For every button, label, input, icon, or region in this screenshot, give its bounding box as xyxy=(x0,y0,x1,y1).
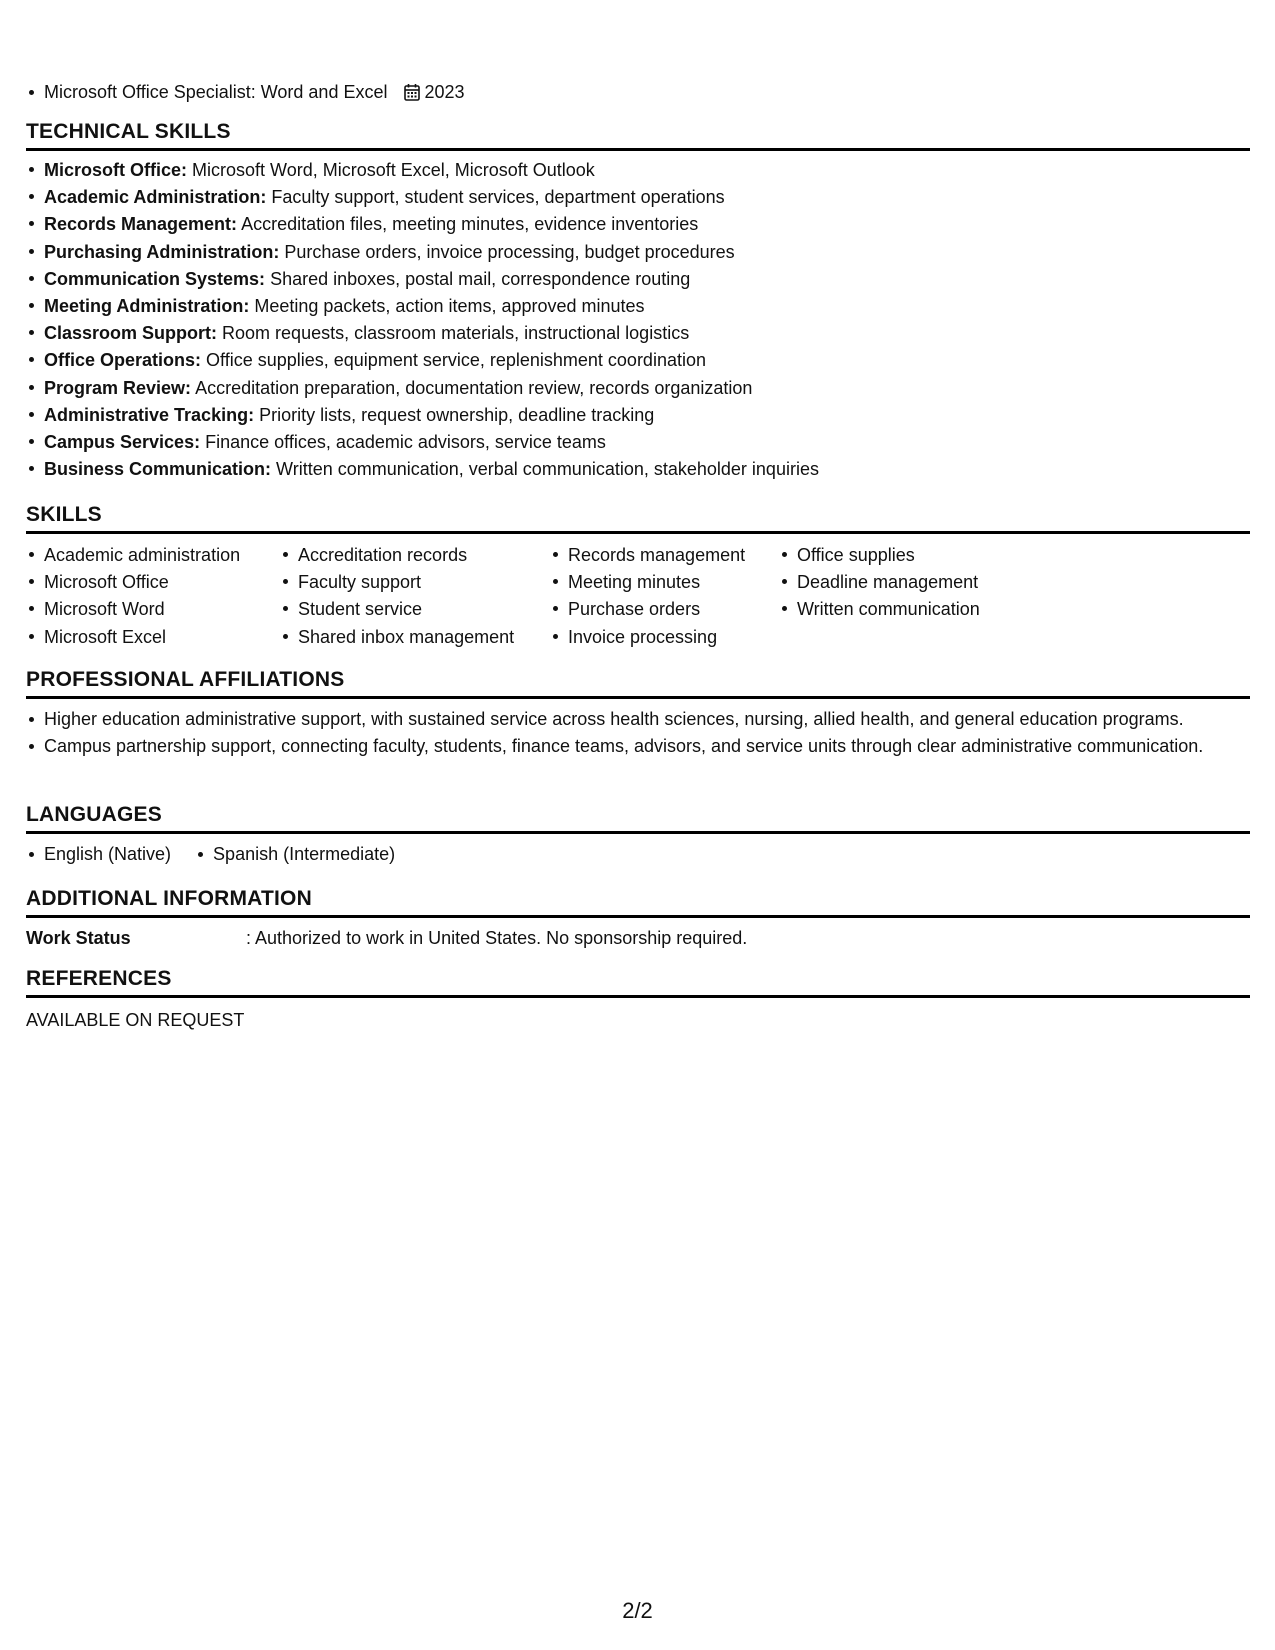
skill-detail: Meeting packets, action items, approved minutes xyxy=(254,296,645,317)
section-heading-references: REFERENCES xyxy=(26,967,1250,998)
list-item: Academic administration xyxy=(26,542,256,569)
skill-category: Administrative Tracking: xyxy=(44,404,255,425)
skill-detail: Written communication, verbal communication, stakeholder inquiries xyxy=(276,459,819,480)
section-heading-additional-info: ADDITIONAL INFORMATION xyxy=(26,887,1250,918)
list-item xyxy=(26,429,1250,456)
skills-column xyxy=(550,542,755,651)
calendar-icon xyxy=(404,83,420,107)
list-item xyxy=(26,184,1250,211)
list-item xyxy=(26,211,1250,238)
skill-detail: Finance offices, academic advisors, service teams xyxy=(205,432,606,453)
skill-category: Program Review: xyxy=(44,377,192,398)
references-section xyxy=(26,967,1250,1032)
skill-detail: Priority lists, request ownership, deadline tracking xyxy=(259,404,655,425)
skill-category: Classroom Support: xyxy=(44,323,218,344)
list-item: Purchase orders xyxy=(550,596,755,623)
technical-skills-section xyxy=(26,120,1250,483)
work-status-row xyxy=(26,926,1250,950)
list-item xyxy=(26,157,1250,184)
languages-list xyxy=(26,842,1250,866)
skill-detail: Faculty support, student services, department operations xyxy=(271,187,725,208)
skill-detail: Accreditation files, meeting minutes, evidence inventories xyxy=(241,214,699,235)
additional-info-section xyxy=(26,887,1250,950)
skill-detail: Accreditation preparation, documentation review, records organization xyxy=(195,377,753,398)
affiliations-section xyxy=(26,668,1250,761)
list-item: Spanish (Intermediate) xyxy=(195,842,395,866)
list-item xyxy=(26,402,1250,429)
list-item: Campus partnership support, connecting faculty, students, finance teams, advisors, and service units through clear administrative communication. xyxy=(26,734,1250,758)
skills-grid xyxy=(26,542,1250,651)
list-item: Microsoft Word xyxy=(26,596,256,623)
skill-category: Office Operations: xyxy=(44,350,202,371)
skill-category: Business Communication: xyxy=(44,459,272,480)
skills-section xyxy=(26,503,1250,651)
certification-list xyxy=(26,80,465,107)
list-item xyxy=(26,456,1250,483)
list-item xyxy=(26,347,1250,374)
skill-category: Communication Systems: xyxy=(44,268,266,289)
technical-skills-list xyxy=(26,157,1250,483)
skills-column xyxy=(280,542,526,651)
skills-column xyxy=(26,542,256,651)
list-item: Deadline management xyxy=(779,569,1019,596)
languages-section xyxy=(26,803,1250,866)
skill-detail: Purchase orders, invoice processing, budget procedures xyxy=(284,241,735,262)
section-heading-skills: SKILLS xyxy=(26,503,1250,534)
skill-category: Purchasing Administration: xyxy=(44,241,280,262)
skill-category: Records Management: xyxy=(44,214,238,235)
certification-name: Microsoft Office Specialist: Word and Excel xyxy=(44,82,388,102)
skill-category: Meeting Administration: xyxy=(44,296,250,317)
list-item xyxy=(26,293,1250,320)
certification-year: 2023 xyxy=(424,82,465,102)
skill-detail: Room requests, classroom materials, instructional logistics xyxy=(222,323,690,344)
list-item: Invoice processing xyxy=(550,624,755,651)
list-item: Higher education administrative support, with sustained service across health sciences, nursing, allied health, and general education programs. xyxy=(26,707,1250,731)
list-item: Office supplies xyxy=(779,542,1019,569)
list-item xyxy=(26,320,1250,347)
list-item: English (Native) xyxy=(26,842,171,866)
section-heading-affiliations: PROFESSIONAL AFFILIATIONS xyxy=(26,668,1250,699)
references-text: AVAILABLE ON REQUEST xyxy=(26,1010,245,1030)
list-item: Student service xyxy=(280,596,526,623)
list-item: Meeting minutes xyxy=(550,569,755,596)
skill-category: Campus Services: xyxy=(44,432,201,453)
list-item: Records management xyxy=(550,542,755,569)
list-item: Faculty support xyxy=(280,569,526,596)
page-number: 2/2 xyxy=(622,1598,653,1623)
list-item xyxy=(26,266,1250,293)
section-heading-technical-skills: TECHNICAL SKILLS xyxy=(26,120,1250,151)
list-item: Microsoft Office xyxy=(26,569,256,596)
skill-detail: Microsoft Word, Microsoft Excel, Microsoft Outlook xyxy=(192,160,595,180)
list-item: Shared inbox management xyxy=(280,624,526,651)
skill-category: Academic Administration: xyxy=(44,187,267,208)
work-status-value: : Authorized to work in United States. No sponsorship required. xyxy=(246,928,748,948)
list-item: Accreditation records xyxy=(280,542,526,569)
list-item xyxy=(26,375,1250,402)
work-status-label: Work Status xyxy=(26,928,131,948)
skill-detail: Office supplies, equipment service, replenishment coordination xyxy=(206,350,706,371)
certification-item xyxy=(26,80,465,107)
section-heading-languages: LANGUAGES xyxy=(26,803,1250,834)
skill-detail: Shared inboxes, postal mail, correspondence routing xyxy=(270,268,691,289)
affiliations-list xyxy=(26,707,1250,758)
skill-category: Microsoft Office: xyxy=(44,160,188,180)
list-item: Microsoft Excel xyxy=(26,624,256,651)
list-item xyxy=(26,239,1250,266)
list-item: Written communication xyxy=(779,596,1019,623)
skills-column xyxy=(779,542,1019,651)
